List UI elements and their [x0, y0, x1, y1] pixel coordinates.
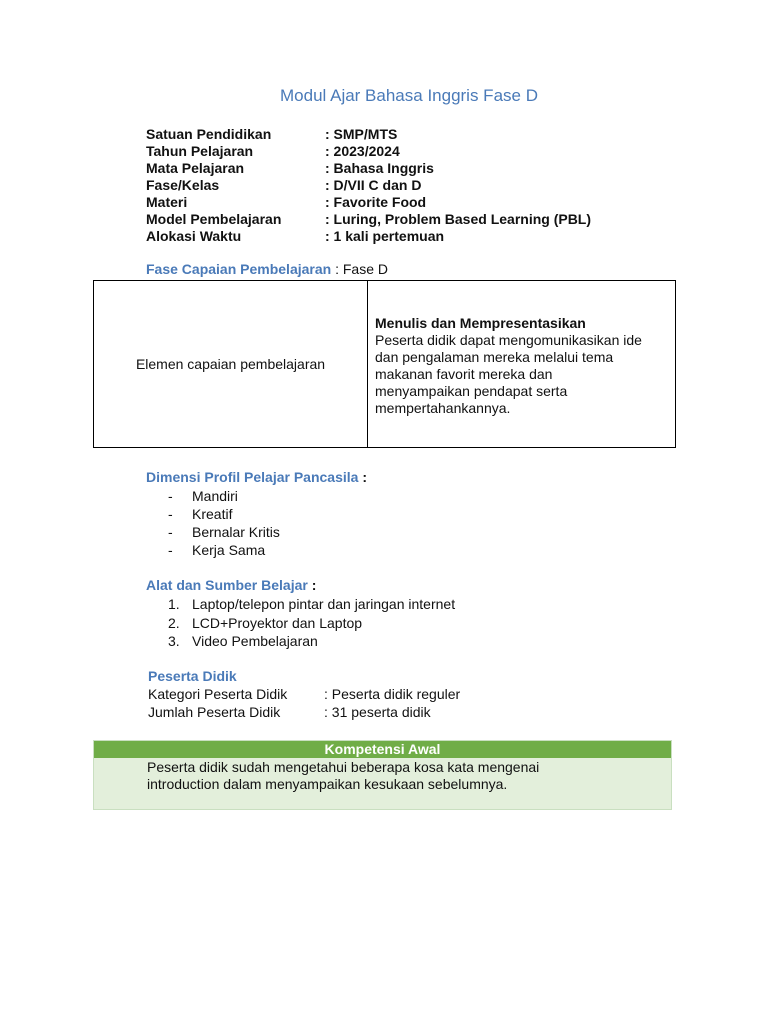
capaian-description-title: Menulis dan Mempresentasikan: [375, 315, 586, 331]
list-item-text: Bernalar Kritis: [192, 524, 280, 540]
peserta-row: [148, 703, 460, 721]
list-item-text: LCD+Proyektor dan Laptop: [192, 614, 363, 631]
capaian-heading-value: : Fase D: [331, 261, 388, 277]
capaian-table: [93, 280, 676, 448]
list-item-text: Video Pembelajaran: [192, 633, 318, 649]
info-row: [146, 194, 591, 211]
dash-marker: -: [168, 506, 173, 522]
capaian-description-line: makanan favorit mereka dan: [375, 366, 553, 382]
capaian-description-line: dan pengalaman mereka melalui tema: [375, 349, 614, 365]
capaian-description-line: menyampaikan pendapat serta: [375, 383, 568, 399]
peserta-table: [148, 685, 460, 721]
list-item-text: Kreatif: [192, 506, 233, 522]
peserta-heading: [148, 668, 237, 684]
list-item: [168, 632, 455, 651]
info-row: [146, 143, 591, 160]
profil-heading-label: Dimensi Profil Pelajar Pancasila: [146, 469, 359, 485]
profil-heading: [146, 469, 367, 485]
info-value: : Luring, Problem Based Learning (PBL): [325, 211, 592, 227]
info-row: [146, 177, 591, 194]
list-item-text: Kerja Sama: [192, 542, 266, 558]
alat-list: [168, 595, 455, 651]
capaian-description-cell: [368, 281, 675, 447]
info-value: : SMP/MTS: [325, 126, 398, 142]
peserta-value: : 31 peserta didik: [324, 704, 431, 720]
dash-marker: -: [168, 524, 173, 540]
list-item: [168, 487, 280, 505]
profil-list: [168, 487, 280, 559]
info-row: [146, 126, 591, 143]
info-row: [146, 228, 591, 245]
profil-heading-colon: :: [358, 469, 367, 485]
info-value: : 2023/2024: [325, 143, 400, 159]
list-item-text: Laptop/telepon pintar dan jaringan internet: [192, 596, 456, 612]
list-number: 1.: [168, 596, 180, 612]
module-info-table: [146, 126, 591, 245]
alat-heading: [146, 577, 316, 593]
info-label: Materi: [146, 194, 188, 210]
kompetensi-line: Peserta didik sudah mengetahui beberapa kosa kata mengenai: [147, 759, 540, 775]
kompetensi-header: Kompetensi Awal: [94, 741, 671, 758]
info-label: Model Pembelajaran: [146, 211, 282, 227]
kompetensi-body: [94, 758, 671, 793]
info-value: : Favorite Food: [325, 194, 427, 210]
info-row: [146, 211, 591, 228]
kompetensi-box: [93, 740, 672, 810]
info-label: Satuan Pendidikan: [146, 126, 272, 142]
peserta-label: Kategori Peserta Didik: [148, 686, 288, 702]
peserta-row: [148, 685, 460, 703]
list-item-text: Mandiri: [192, 488, 238, 504]
dash-marker: -: [168, 542, 173, 558]
list-number: 3.: [168, 633, 180, 649]
info-label: Mata Pelajaran: [146, 160, 245, 176]
list-item: [168, 614, 455, 633]
capaian-description-line: mempertahankannya.: [375, 400, 511, 416]
info-row: [146, 160, 591, 177]
list-item: [168, 523, 280, 541]
capaian-heading-label: Fase Capaian Pembelajaran: [146, 261, 332, 277]
capaian-element-cell: Elemen capaian pembelajaran: [94, 281, 368, 447]
capaian-heading: [146, 261, 388, 277]
peserta-value: : Peserta didik reguler: [324, 686, 461, 702]
list-item: [168, 541, 280, 559]
info-label: Tahun Pelajaran: [146, 143, 254, 159]
kompetensi-line: introduction dalam menyampaikan kesukaan sebelumnya.: [147, 776, 508, 792]
info-value: : Bahasa Inggris: [325, 160, 434, 176]
list-item: [168, 595, 455, 614]
alat-heading-colon: :: [307, 577, 317, 593]
info-value: : 1 kali pertemuan: [325, 228, 445, 244]
info-value: : D/VII C dan D: [325, 177, 422, 193]
list-item: [168, 505, 280, 523]
dash-marker: -: [168, 488, 173, 504]
info-label: Fase/Kelas: [146, 177, 220, 193]
info-label: Alokasi Waktu: [146, 228, 242, 244]
list-number: 2.: [168, 614, 180, 631]
capaian-description-line: Peserta didik dapat mengomunikasikan ide: [375, 332, 642, 348]
document-title: Modul Ajar Bahasa Inggris Fase D: [280, 86, 538, 105]
peserta-heading-label: Peserta Didik: [148, 668, 237, 684]
peserta-label: Jumlah Peserta Didik: [148, 704, 281, 720]
alat-heading-label: Alat dan Sumber Belajar: [146, 577, 308, 593]
